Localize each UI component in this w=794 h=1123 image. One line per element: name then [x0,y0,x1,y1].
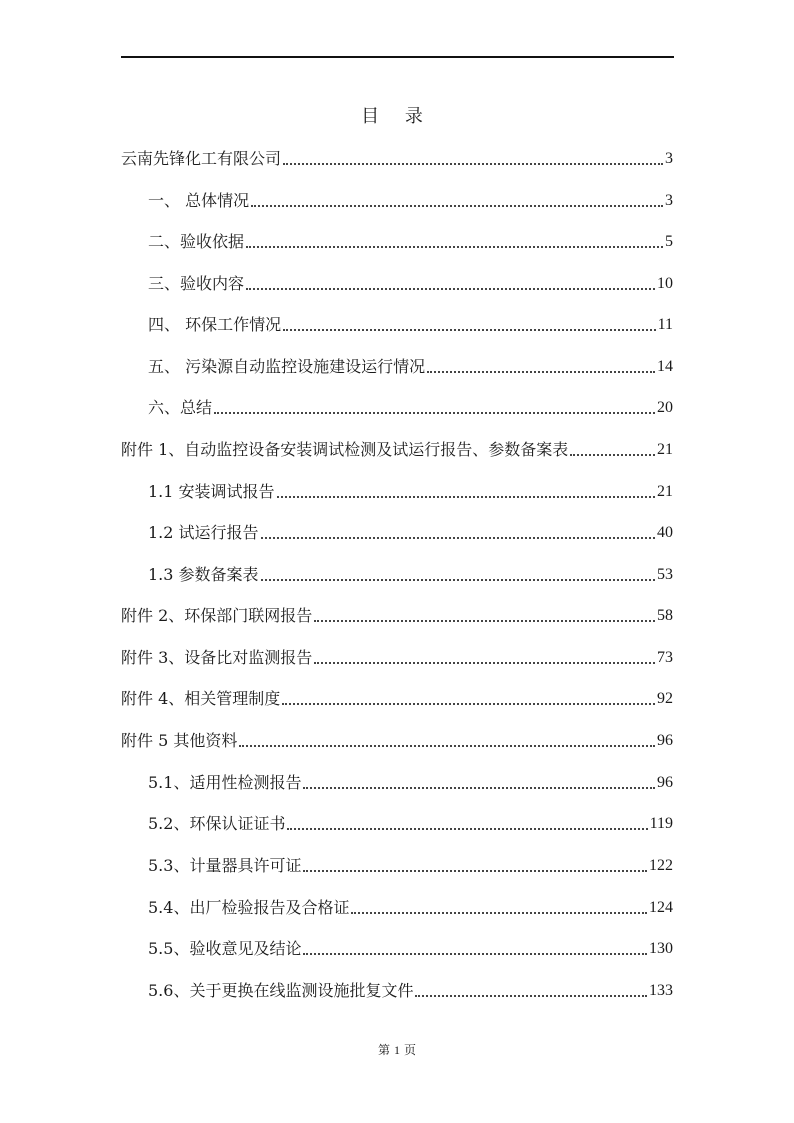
toc-entry-page: 10 [657,275,673,292]
toc-entry-label: 1.2 试运行报告 [148,523,259,542]
toc-title: 目 录 [361,106,433,127]
toc-entry[interactable] [148,772,673,794]
toc-entry-label: 5.4、出厂检验报告及合格证 [148,898,350,917]
dot-leader [282,703,655,705]
header-rule [121,56,674,58]
dot-leader [246,246,663,248]
dot-leader [570,454,655,456]
toc-entry[interactable] [148,813,673,835]
toc-entry[interactable] [148,564,673,586]
toc-entry-label: 一、 总体情况 [148,191,250,210]
toc-entry-page: 40 [657,524,673,541]
dot-leader [283,163,663,165]
toc-entry-label: 云南先锋化工有限公司 [121,149,282,168]
toc-entry-page: 58 [657,607,673,624]
toc-entry[interactable] [148,938,673,960]
dot-leader [261,579,655,581]
toc-entry-label: 附件 5 其他资料 [121,731,238,750]
toc-entry-page: 96 [657,732,673,749]
toc-entry[interactable] [148,855,673,877]
toc-entry-label: 1.1 安装调试报告 [148,482,275,501]
footer-prefix: 第 [377,1043,390,1057]
toc-entry-label: 5.1、适用性检测报告 [148,773,302,792]
toc-entry-label: 三、验收内容 [148,274,245,293]
dot-leader [261,537,655,539]
toc-entry-label: 附件 1、自动监控设备安装调试检测及试运行报告、参数备案表 [121,440,569,459]
toc-entry-page: 20 [657,399,673,416]
toc-entry[interactable] [121,605,673,627]
toc-entry-label: 二、验收依据 [148,232,245,251]
toc-entry[interactable] [148,980,673,1002]
toc-entry-label: 5.3、计量器具许可证 [148,856,302,875]
toc-entry[interactable] [148,522,673,544]
toc-entry[interactable] [148,481,673,503]
toc-entry-label: 1.3 参数备案表 [148,565,259,584]
dot-leader [246,288,655,290]
dot-leader [251,205,663,207]
toc-entry-label: 5.6、关于更换在线监测设施批复文件 [148,981,414,1000]
dot-leader [415,995,647,997]
toc-entry-label: 5.5、验收意见及结论 [148,939,302,958]
dot-leader [303,787,655,789]
toc-entry-page: 14 [657,358,673,375]
dot-leader [277,496,655,498]
toc-entry[interactable] [121,688,673,710]
toc-entry-label: 附件 2、环保部门联网报告 [121,606,313,625]
toc-entry-label: 附件 4、相关管理制度 [121,689,281,708]
toc-entry[interactable] [148,897,673,919]
dot-leader [314,662,655,664]
toc-entry-page: 133 [649,982,673,999]
toc-entry-label: 四、 环保工作情况 [148,315,282,334]
toc-entry[interactable] [148,190,673,212]
toc-entry[interactable] [121,439,673,461]
toc-entry-page: 53 [657,566,673,583]
dot-leader [303,953,647,955]
toc-entry-page: 96 [657,774,673,791]
toc-entry[interactable] [121,148,673,170]
toc-entry[interactable] [148,397,673,419]
page-footer [0,1042,794,1058]
toc-entry-page: 21 [657,483,673,500]
dot-leader [303,870,647,872]
footer-suffix: 页 [404,1043,417,1057]
dot-leader [287,828,647,830]
toc-entry-label: 五、 污染源自动监控设施建设运行情况 [148,357,426,376]
toc-entry-page: 21 [657,441,673,458]
dot-leader [427,371,655,373]
toc-entry[interactable] [148,356,673,378]
toc-entry-label: 附件 3、设备比对监测报告 [121,648,313,667]
toc-entry-page: 130 [649,940,673,957]
footer-page-number: 1 [394,1043,400,1057]
toc-entry-page: 122 [649,857,673,874]
dot-leader [314,620,655,622]
dot-leader [351,912,647,914]
toc-entry[interactable] [148,314,673,336]
dot-leader [214,412,655,414]
toc-entry-page: 124 [649,899,673,916]
dot-leader [283,329,656,331]
toc-entry-page: 92 [657,690,673,707]
toc-entry-page: 3 [665,150,673,167]
toc-entry[interactable] [121,730,673,752]
toc-entry-page: 3 [665,192,673,209]
toc-entry-label: 六、总结 [148,398,213,417]
toc-entry-page: 73 [657,649,673,666]
toc-entry-page: 11 [657,316,673,333]
toc-entry-page: 5 [665,233,673,250]
toc-entry-page: 119 [649,815,673,832]
toc-entry[interactable] [148,273,673,295]
toc-entry-label: 5.2、环保认证证书 [148,814,286,833]
toc-entry[interactable] [121,647,673,669]
dot-leader [239,745,655,747]
toc-entry[interactable] [148,231,673,253]
